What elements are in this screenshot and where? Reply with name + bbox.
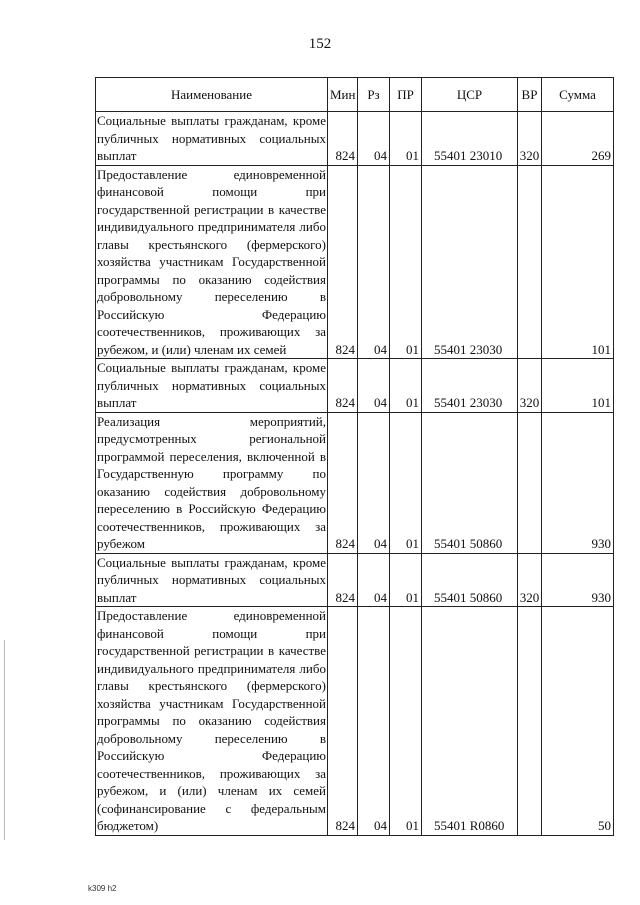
row-rz: 04	[358, 553, 390, 607]
row-pr: 01	[390, 553, 422, 607]
row-rz: 04	[358, 607, 390, 836]
header-name: Наименование	[96, 78, 328, 112]
header-pr: ПР	[390, 78, 422, 112]
row-name: Предоставление единовременной финансовой помощи при государственной регистрации в качестве индивидуального предпринимателя либо главы крестьянского (фермерского) хозяйства участникам Государственной программы по оказанию содействия добровольному переселению в Российскую Федерацию соотечественников, проживающих за рубежом, и (или) членам их семей (софинансирование с федеральным бюджетом)	[97, 608, 326, 833]
table-row	[96, 359, 614, 413]
row-pr: 01	[390, 165, 422, 359]
row-pr: 01	[390, 607, 422, 836]
row-name: Реализация мероприятий, предусмотренных региональной программой переселения, включенной в Государственную программу по оказанию содействия добровольному переселению в Российскую Федерацию соотечественников, проживающих за рубежом	[97, 413, 326, 551]
row-pr: 01	[390, 359, 422, 413]
row-name: Предоставление единовременной финансовой помощи при государственной регистрации в качестве индивидуального предпринимателя либо главы крестьянского (фермерского) хозяйства участникам Государственной программы по оказанию содействия добровольному переселению в Российскую Федерацию соотечественников, проживающих за рубежом, и (или) членам их семей	[97, 166, 326, 357]
row-min: 824	[328, 607, 358, 836]
row-sum: 269	[542, 112, 614, 166]
row-rz: 04	[358, 359, 390, 413]
row-sum: 101	[542, 165, 614, 359]
header-min: Мин	[328, 78, 358, 112]
table-header-row	[96, 78, 614, 112]
header-vr: ВР	[518, 78, 542, 112]
row-vr	[518, 607, 542, 836]
row-name: Социальные выплаты гражданам, кроме публичных нормативных социальных выплат	[97, 360, 326, 410]
row-csr: 55401 50860	[422, 412, 518, 553]
header-csr: ЦСР	[422, 78, 518, 112]
row-csr: 55401 23010	[422, 112, 518, 166]
row-rz: 04	[358, 112, 390, 166]
row-sum: 50	[542, 607, 614, 836]
table-row	[96, 607, 614, 836]
row-rz: 04	[358, 165, 390, 359]
row-pr: 01	[390, 412, 422, 553]
budget-table	[95, 77, 614, 836]
header-sum: Сумма	[542, 78, 614, 112]
page-number: 152	[308, 36, 332, 52]
row-vr: 320	[518, 359, 542, 413]
row-min: 824	[328, 412, 358, 553]
row-vr	[518, 412, 542, 553]
row-sum: 930	[542, 412, 614, 553]
row-sum: 930	[542, 553, 614, 607]
row-csr: 55401 23030	[422, 359, 518, 413]
table-row	[96, 412, 614, 553]
row-min: 824	[328, 359, 358, 413]
row-csr: 55401 50860	[422, 553, 518, 607]
row-csr: 55401 23030	[422, 165, 518, 359]
row-min: 824	[328, 553, 358, 607]
row-name: Социальные выплаты гражданам, кроме публичных нормативных социальных выплат	[97, 113, 326, 163]
table-row	[96, 112, 614, 166]
row-name: Социальные выплаты гражданам, кроме публичных нормативных социальных выплат	[97, 554, 326, 605]
row-vr	[518, 165, 542, 359]
row-sum: 101	[542, 359, 614, 413]
row-min: 824	[328, 112, 358, 166]
footer-code: k309 h2	[88, 884, 117, 893]
table-row	[96, 165, 614, 359]
scan-edge-mark	[4, 640, 5, 840]
row-pr: 01	[390, 112, 422, 166]
row-min: 824	[328, 165, 358, 359]
row-vr: 320	[518, 553, 542, 607]
row-vr: 320	[518, 112, 542, 166]
table-row	[96, 553, 614, 607]
header-rz: Рз	[358, 78, 390, 112]
row-rz: 04	[358, 412, 390, 553]
row-csr: 55401 R0860	[422, 607, 518, 836]
